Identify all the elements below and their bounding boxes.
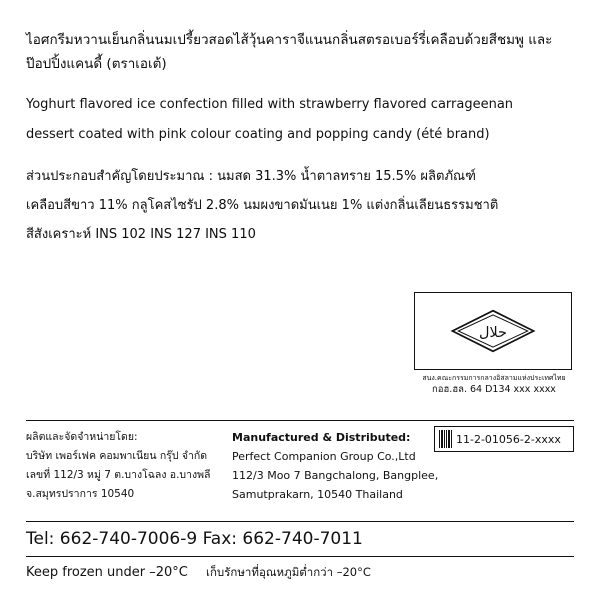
ingredients-line-3: สีสังเคราะห์ INS 102 INS 127 INS 110 [26,227,256,242]
manufacturer-thai [26,428,232,504]
manufacturer-english-line3: Samutprakarn, 10540 Thailand [232,488,403,501]
storage-instructions-thai: เก็บรักษาที่อุณหภูมิต่ำกว่า –20°C [206,565,371,579]
storage-instructions [26,562,371,583]
halal-certification-block [414,292,574,396]
product-description-english-line2: dessert coated with pink colour coating and popping candy (été brand) [26,127,490,142]
ingredients-thai [26,162,574,249]
product-description-english-line1: Yoghurt flavored ice confection filled with strawberry flavored carrageenan [26,97,514,112]
contact-line: Tel: 662-740-7006-9 Fax: 662-740-7011 [26,529,363,549]
halal-caption-number: กอฮ.ฮล. 64 D134 xxx xxxx [432,384,556,395]
manufacturer-thai-line3: จ.สมุทรปราการ 10540 [26,488,135,500]
barcode-icon [439,430,453,448]
manufacturer-thai-line1: บริษัท เพอร์เฟค คอมพาเนียน กรุ๊ป จำกัด [26,450,208,462]
manufacturer-english-line2: 112/3 Moo 7 Bangchalong, Bangplee, [232,469,439,482]
storage-instructions-english: Keep frozen under –20°C [26,565,188,580]
batch-code-text: 11-2-01056-2-xxxx [456,432,561,446]
ingredients-line-1: ส่วนประกอบสำคัญโดยประมาณ : นมสด 31.3% น้ำตาลทราย 15.5% ผลิตภัณฑ์ [26,169,476,184]
divider-bottom [26,556,574,557]
manufacturer-english-header: Manufactured & Distributed: [232,431,411,444]
manufacturer-thai-header: ผลิตและจัดจำหน่ายโดย: [26,431,138,443]
divider-middle [26,521,574,522]
divider-top [26,420,574,421]
halal-logo-box [414,292,572,370]
label-content [26,28,574,580]
manufacturer-english [232,428,444,504]
manufacturer-english-line1: Perfect Companion Group Co.,Ltd [232,450,416,463]
svg-text:حلال: حلال [479,324,507,341]
halal-caption-authority: สนง.คณะกรรมการกลางอิสลามแห่งประเทศไทย [422,374,566,382]
halal-diamond-icon [450,309,536,353]
manufacturer-thai-line2: เลขที่ 112/3 หมู่ 7 ต.บางโฉลง อ.บางพลี [26,469,211,481]
batch-code-box [434,426,574,452]
ingredients-line-2: เคลือบสีขาว 11% กลูโคสไซรัป 2.8% นมผงขาดมันเนย 1% แต่งกลิ่นเลียนธรรมชาติ [26,198,499,213]
product-name-thai: ไอศกรีมหวานเย็นกลิ่นนมเปรี้ยวสอดไส้วุ้นคาราจีแนนกลิ่นสตรอเบอร์รี่เคลือบด้วยสีชมพู และป๊อปปิ้งแคนดี้ (ตราเอเต้) [26,32,553,72]
product-description-english [26,90,574,150]
